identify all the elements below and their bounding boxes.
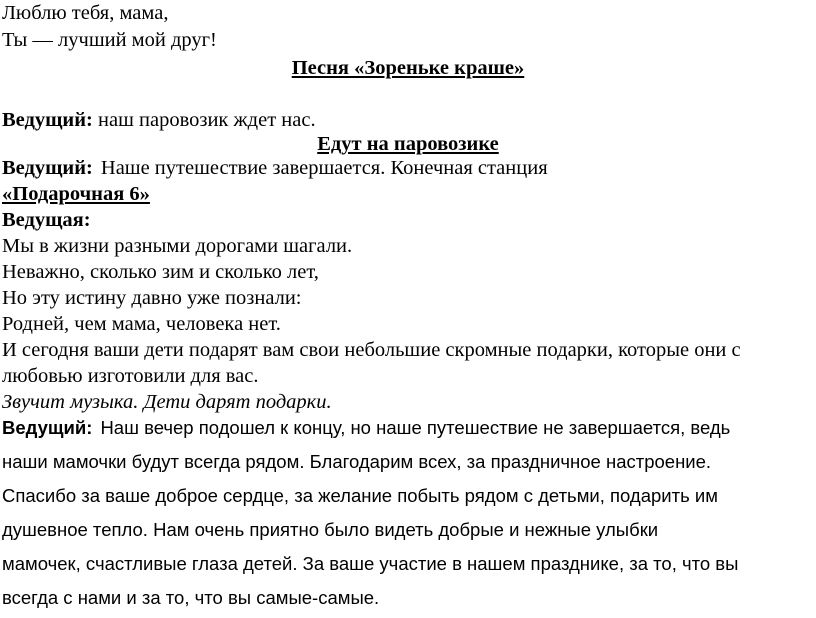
final-speech-text: Наш вечер подошел к концу, но наше путешествие не завершается, ведь [100,417,731,438]
host-line [2,107,316,133]
verse-line: Мы в жизни разными дорогами шагали. [2,235,353,257]
final-speech-line: душевное тепло. Нам очень приятно было видеть добрые и нежные улыбки [2,519,659,540]
speaker-label: Ведущий: [2,109,93,131]
final-speech-line: наши мамочки будут всегда рядом. Благодарим всех, за праздничное настроение. [2,451,712,472]
stage-direction: Едут на паровозике [317,133,499,155]
final-speech-line: всегда с нами и за то, что вы самые-самые. [2,587,380,608]
poem-line: Ты — лучший мой друг! [2,29,217,51]
stage-direction: Звучит музыка. Дети дарят подарки. [2,391,332,413]
station-name: «Подарочная 6» [2,183,150,205]
song-title: Песня «Зореньке краше» [291,57,525,79]
poem-line: Люблю тебя, мама, [2,2,169,24]
verse-line: Неважно, сколько зим и сколько лет, [2,261,319,283]
host-line-text: Наше путешествие завершается. Конечная станция [100,157,548,179]
verse-line: Родней, чем мама, человека нет. [2,313,281,335]
speaker-label: Ведущий: [2,157,93,179]
speaker-label: Ведущая: [2,209,91,231]
paragraph-line: И сегодня ваши дети подарят вам свои небольшие скромные подарки, которые они с [2,339,741,361]
verse-line: Но эту истину давно уже познали: [2,287,302,309]
host-line [2,155,548,181]
final-speech-line: Спасибо за ваше доброе сердце, за желание побыть рядом с детьми, подарить им [2,485,718,506]
paragraph-line: любовью изготовили для вас. [2,365,259,387]
final-speech-line [2,415,730,441]
speaker-label: Ведущий: [2,417,93,438]
final-speech-line: мамочек, счастливые глаза детей. За ваше участие в нашем празднике, за то, что вы [2,553,739,574]
host-line-text: наш паровозик ждет нас. [98,109,316,131]
